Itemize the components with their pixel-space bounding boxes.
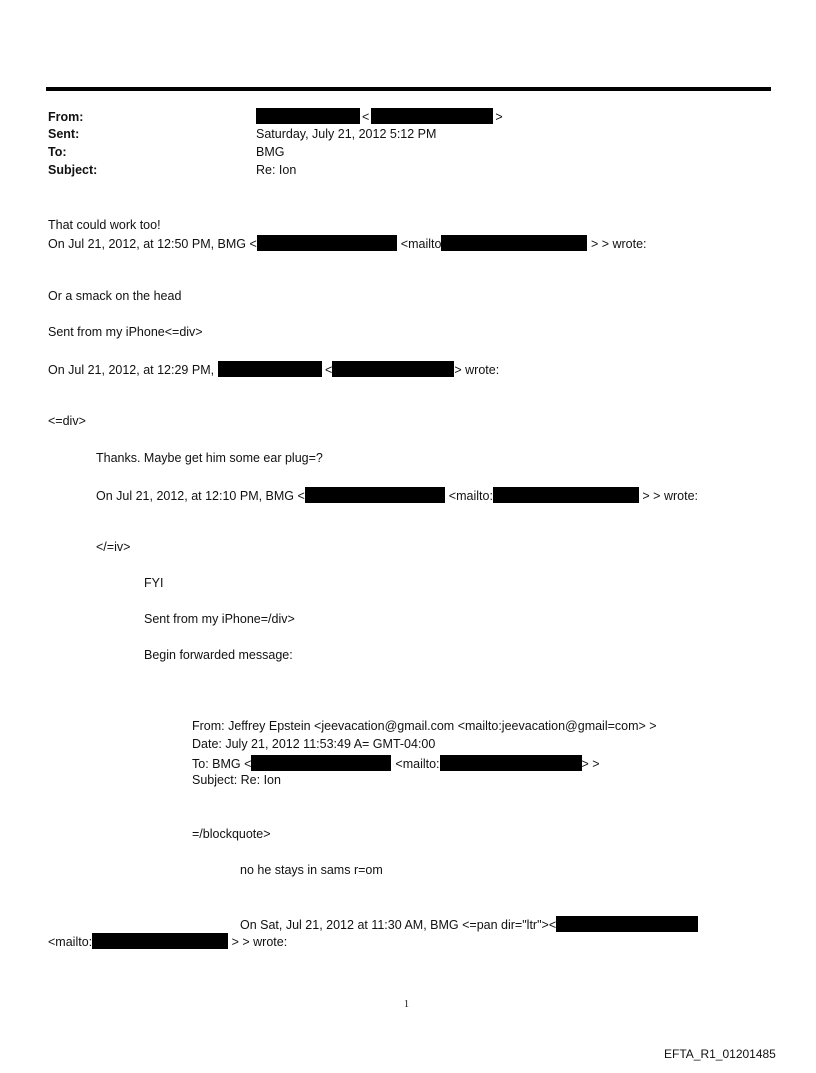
sent-value: Saturday, July 21, 2012 5:12 PM	[256, 127, 437, 141]
body-line: =/blockquote>	[192, 827, 271, 841]
body-line-quote-header-cont: <mailto: > > wrote:	[48, 935, 288, 949]
body-line: <=div>	[48, 414, 86, 428]
to-label: To:	[48, 145, 67, 159]
forwarded-to: To: BMG < <mailto: > >	[192, 757, 600, 771]
forwarded-subject: Subject: Re: Ion	[192, 773, 281, 787]
forwarded-date: Date: July 21, 2012 11:53:49 A= GMT-04:00	[192, 737, 436, 751]
header-rule	[46, 87, 771, 91]
body-line-quote-header: On Jul 21, 2012, at 12:29 PM, < > wrote:	[48, 363, 500, 377]
redaction-block	[371, 108, 493, 124]
body-line: Or a smack on the head	[48, 289, 182, 303]
redaction-block	[218, 361, 322, 377]
sent-label: Sent:	[48, 127, 80, 141]
redaction-block	[92, 933, 228, 949]
redaction-block	[256, 108, 360, 124]
body-line: That could work too!	[48, 218, 161, 232]
body-line: FYI	[144, 576, 164, 590]
body-line: Begin forwarded message:	[144, 648, 293, 662]
document-id: EFTA_R1_01201485	[664, 1047, 776, 1061]
body-line: Sent from my iPhone=/div>	[144, 612, 295, 626]
body-line: </=iv>	[96, 540, 131, 554]
redaction-block	[556, 916, 698, 932]
body-line-quote-header: On Jul 21, 2012, at 12:10 PM, BMG < <mailto: > > wrote:	[96, 489, 698, 503]
redaction-block	[441, 235, 587, 251]
redaction-block	[440, 755, 582, 771]
forwarded-from: From: Jeffrey Epstein <jeevacation@gmail.com <mailto:jeevacation@gmail=com> >	[192, 719, 657, 733]
from-value: < >	[256, 108, 503, 125]
subject-label: Subject:	[48, 163, 98, 177]
subject-value: Re: Ion	[256, 163, 297, 177]
body-line-quote-header: On Jul 21, 2012, at 12:50 PM, BMG < <mailto > > wrote:	[48, 237, 647, 251]
redaction-block	[332, 361, 454, 377]
page-number: 1	[404, 999, 409, 1010]
body-line-quote-header: On Sat, Jul 21, 2012 at 11:30 AM, BMG <=pan dir="ltr"><	[240, 916, 698, 933]
body-line: Sent from my iPhone<=div>	[48, 325, 203, 339]
redaction-block	[257, 235, 397, 251]
body-line: no he stays in sams r=om	[240, 863, 383, 877]
from-label: From:	[48, 110, 84, 124]
to-value: BMG	[256, 145, 285, 159]
body-line: Thanks. Maybe get him some ear plug=?	[96, 451, 323, 465]
redaction-block	[305, 487, 445, 503]
redaction-block	[251, 755, 391, 771]
redaction-block	[493, 487, 639, 503]
